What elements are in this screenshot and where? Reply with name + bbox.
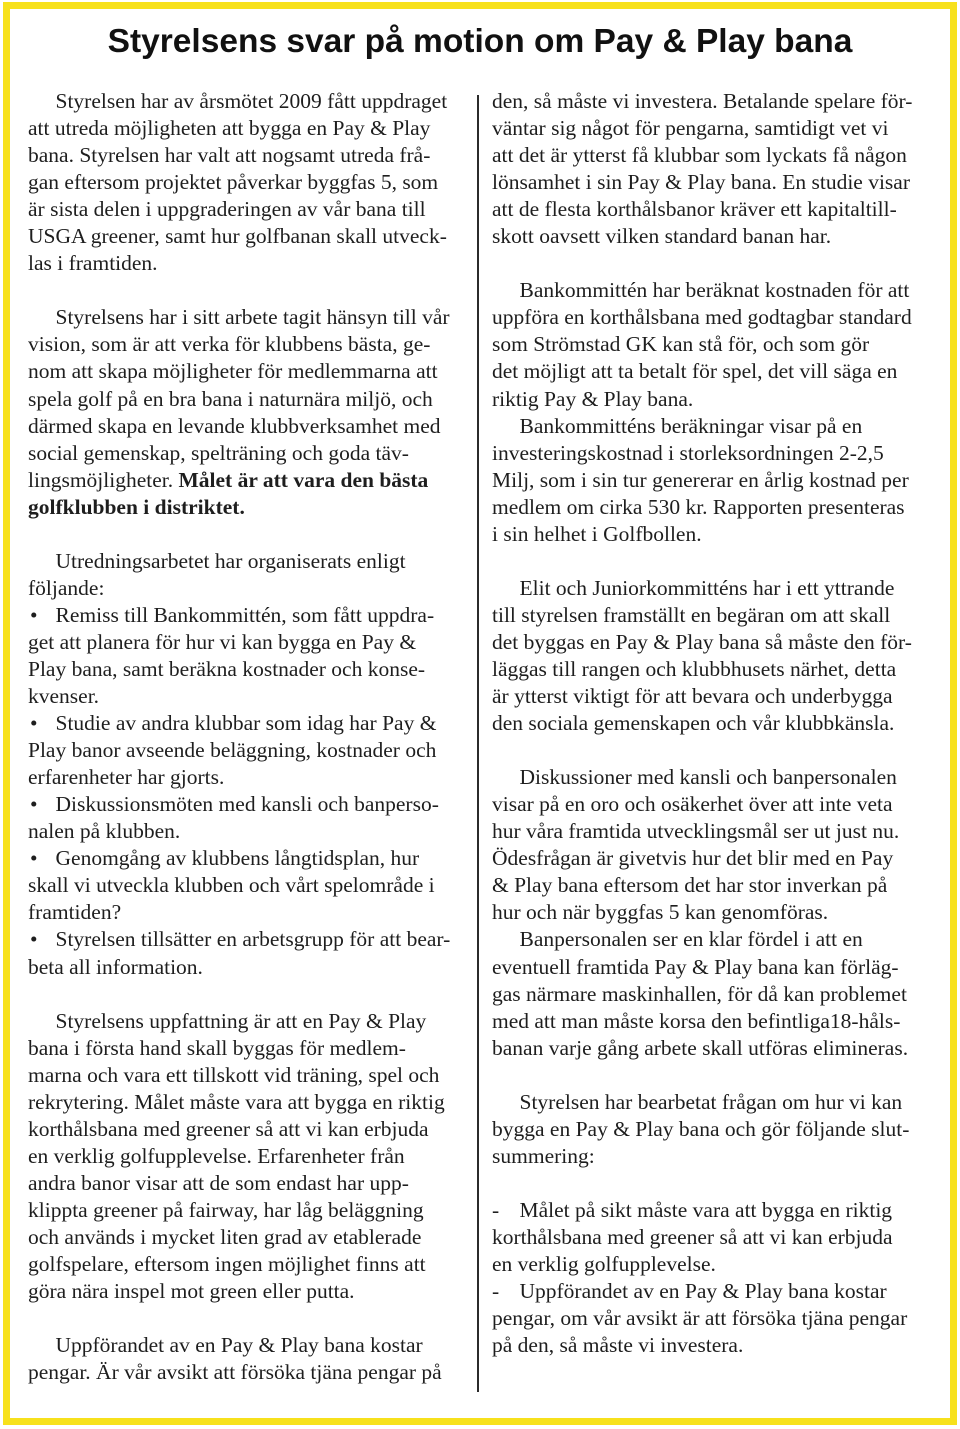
text-line: nom att skapa möjligheter för medlemmarna att — [28, 359, 438, 384]
page-title: Styrelsens svar på motion om Pay & Play bana — [107, 23, 853, 60]
text-line: rekrytering. Målet måste vara att bygga en riktig — [28, 1089, 445, 1114]
text-line: social gemenskap, spelträning och goda täv- — [28, 440, 409, 465]
column-divider — [477, 95, 479, 1392]
text-line: erfarenheter har gjorts. — [28, 765, 225, 790]
text-line: marna och vara ett tillskott vid träning, spel och — [28, 1062, 440, 1087]
list-item — [28, 926, 468, 980]
text-line: golfspelare, eftersom ingen möjlighet finns att — [28, 1252, 426, 1277]
emphasis-text: golfklubben i distriktet. — [28, 494, 245, 519]
text-line: pengar. Är vår avsikt att försöka tjäna pengar på — [28, 1360, 442, 1385]
list-item — [28, 602, 468, 710]
left-column — [28, 88, 468, 1386]
text-line: är sista delen i uppgraderingen av vår bana till — [28, 197, 426, 222]
text-line: bana. Styrelsen har valt att nogsamt utreda frå- — [28, 143, 431, 168]
text-run: Remiss till Bankommittén, som fått uppdra- — [55, 602, 435, 627]
text-line — [28, 494, 468, 521]
text-line: lönsamhet i sin Pay & Play bana. En studie visar — [492, 170, 911, 195]
text-line — [28, 845, 468, 872]
text-line: spela golf på en bra bana i naturnära miljö, och — [28, 386, 433, 411]
text-line: Utredningsarbetet har organiserats enligt — [55, 548, 406, 573]
text-line: & Play bana eftersom det har stor inverkan på — [492, 873, 888, 898]
text-line: Diskussioner med kansli och banpersonalen — [519, 765, 897, 790]
text-line: bygga en Pay & Play bana och gör följande slut- — [492, 1116, 910, 1141]
text-line: en verklig golfupplevelse. — [492, 1252, 716, 1277]
text-line — [492, 1278, 932, 1305]
paragraph — [492, 88, 932, 250]
text-line: Styrelsens uppfattning är att en Pay & Play — [55, 1008, 427, 1033]
text-line: vision, som är att verka för klubbens bästa, ge- — [28, 332, 431, 357]
text-line: uppföra en korthålsbana med godtagbar standard — [492, 305, 912, 330]
text-line: kvenser. — [28, 684, 100, 709]
text-line — [492, 1197, 932, 1224]
text-run: lingsmöjligheter. — [28, 467, 174, 492]
text-line: den sociala gemenskapen och vår klubbkänsla. — [492, 711, 895, 736]
dash-marker: - — [492, 1279, 500, 1304]
text-run: Diskussionsmöten med kansli och banperso- — [55, 792, 439, 817]
text-line: att det är ytterst få klubbar som lyckats få någon — [492, 143, 907, 168]
text-line: Bankommitténs beräkningar visar på en — [519, 413, 863, 438]
text-line: det byggas en Pay & Play bana så måste den för- — [492, 629, 912, 654]
text-line: är ytterst viktigt för att bevara och underbygga — [492, 684, 893, 709]
paragraph — [492, 277, 932, 412]
list-item — [492, 1197, 932, 1278]
text-line: Play banor avseende beläggning, kostnader och — [28, 738, 437, 763]
list-item — [28, 845, 468, 926]
text-line: banan varje gång arbete skall utföras elimineras. — [492, 1035, 909, 1060]
text-line: till styrelsen framställt en begäran om att skall — [492, 602, 891, 627]
text-line: gan eftersom projektet påverkar byggfas 5, som — [28, 170, 439, 195]
bullet-marker: • — [30, 602, 38, 627]
text-run: Studie av andra klubbar som idag har Pay & — [55, 711, 437, 736]
text-line: hur och när byggfas 5 kan genomföras. — [492, 900, 829, 925]
text-line: bana i första hand skall byggas för medlem- — [28, 1035, 406, 1060]
bullet-list-section — [28, 548, 468, 981]
text-line: läggas till rangen och klubbhusets närhet, detta — [492, 656, 897, 681]
text-line: visar på en oro och osäkerhet över att inte veta — [492, 792, 893, 817]
text-run: Målet på sikt måste vara att bygga en riktig — [519, 1197, 893, 1222]
paragraph — [492, 926, 932, 1061]
text-line: riktig Pay & Play bana. — [492, 386, 694, 411]
text-line — [28, 602, 468, 629]
text-line: gas närmare maskinhallen, för då kan problemet — [492, 981, 907, 1006]
paragraph — [492, 575, 932, 737]
text-line: skall vi utveckla klubben och vårt spelområde i — [28, 873, 435, 898]
paragraph — [28, 1008, 468, 1306]
text-line: beta all information. — [28, 954, 203, 979]
list-item — [492, 1278, 932, 1359]
text-line: Styrelsens har i sitt arbete tagit hänsyn till vår — [55, 305, 450, 330]
text-line: Elit och Juniorkommitténs har i ett yttrande — [519, 575, 895, 600]
text-line: hur våra framtida utvecklingsmål ser ut just nu. — [492, 819, 900, 844]
text-line: eventuell framtida Pay & Play bana kan förläg- — [492, 954, 899, 979]
text-line: andra banor visar att de som endast har upp- — [28, 1170, 409, 1195]
text-line: Milj, som i sin tur genererar en årlig kostnad per — [492, 467, 909, 492]
text-line: get att planera för hur vi kan bygga en Pay & — [28, 629, 417, 654]
text-line: Banpersonalen ser en klar fördel i att en — [519, 927, 863, 952]
text-line: på den, så måste vi investera. — [492, 1333, 744, 1358]
text-line: skott oavsett vilken standard banan har. — [492, 224, 832, 249]
text-line: i sin helhet i Golfbollen. — [492, 521, 702, 546]
right-column — [492, 88, 932, 1359]
text-line: las i framtiden. — [28, 251, 158, 276]
paragraph — [492, 764, 932, 926]
text-line: medlem om cirka 530 kr. Rapporten presenteras — [492, 494, 905, 519]
bullet-marker: • — [30, 927, 38, 952]
text-line — [28, 791, 468, 818]
text-line — [28, 926, 468, 953]
text-run: Styrelsen tillsätter en arbetsgrupp för att bear- — [55, 927, 451, 952]
text-line — [28, 710, 468, 737]
bullet-marker: • — [30, 846, 38, 871]
text-line: Bankommittén har beräknat kostnaden för att — [519, 278, 910, 303]
list-item — [28, 710, 468, 791]
dash-marker: - — [492, 1197, 500, 1222]
text-run: Genomgång av klubbens långtidsplan, hur — [55, 846, 420, 871]
text-line: att utreda möjligheten att bygga en Pay & Play — [28, 116, 431, 141]
text-line: och används i mycket liten grad av etablerade — [28, 1224, 422, 1249]
text-line: som Strömstad GK kan stå för, och som gör — [492, 332, 870, 357]
text-line: den, så måste vi investera. Betalande spelare för- — [492, 89, 913, 113]
list-item — [28, 791, 468, 845]
text-line: det möjligt att ta betalt för spel, det vill säga en — [492, 359, 898, 384]
text-line: Play bana, samt beräkna kostnader och konse- — [28, 656, 426, 681]
text-line: nalen på klubben. — [28, 819, 181, 844]
text-line: korthålsbana med greener så att vi kan erbjuda — [28, 1116, 429, 1141]
text-line: klippta greener på fairway, har låg beläggning — [28, 1197, 424, 1222]
bullet-marker: • — [30, 792, 38, 817]
text-line: en verklig golfupplevelse. Erfarenheter från — [28, 1143, 405, 1168]
text-line: Ödesfrågan är givetvis hur det blir med en Pay — [492, 846, 894, 871]
text-line: därmed skapa en levande klubbverksamhet med — [28, 413, 441, 438]
text-line — [28, 467, 468, 494]
text-line: Uppförandet av en Pay & Play bana kostar — [55, 1333, 423, 1358]
text-line: väntar sig något för pengarna, samtidigt vet vi — [492, 116, 889, 141]
paragraph — [28, 304, 468, 520]
paragraph — [492, 1089, 932, 1170]
text-line: Styrelsen har bearbetat frågan om hur vi kan — [519, 1089, 903, 1114]
text-line: med att man måste korsa den befintliga18-håls- — [492, 1008, 901, 1033]
text-line: göra nära inspel mot green eller putta. — [28, 1279, 355, 1304]
paragraph — [492, 413, 932, 548]
paragraph — [28, 88, 468, 277]
text-run: Uppförandet av en Pay & Play bana kostar — [519, 1279, 887, 1304]
text-line: pengar, om vår avsikt är att försöka tjäna pengar — [492, 1306, 908, 1331]
paragraph — [28, 1332, 468, 1386]
text-line: korthålsbana med greener så att vi kan erbjuda — [492, 1224, 893, 1249]
text-line: att de flesta korthålsbanor kräver ett kapitaltill- — [492, 197, 897, 222]
text-line: framtiden? — [28, 900, 122, 925]
text-line: Styrelsen har av årsmötet 2009 fått uppdraget — [55, 89, 448, 113]
text-line: investeringskostnad i storleksordningen 2-2,5 — [492, 440, 884, 465]
text-line: USGA greener, samt hur golfbanan skall utveck- — [28, 224, 447, 249]
text-line: summering: — [492, 1143, 595, 1168]
dash-list — [492, 1197, 932, 1359]
bullet-marker: • — [30, 711, 38, 736]
emphasis-text: Målet är att vara den bästa — [178, 467, 429, 492]
text-line: följande: — [28, 575, 105, 600]
